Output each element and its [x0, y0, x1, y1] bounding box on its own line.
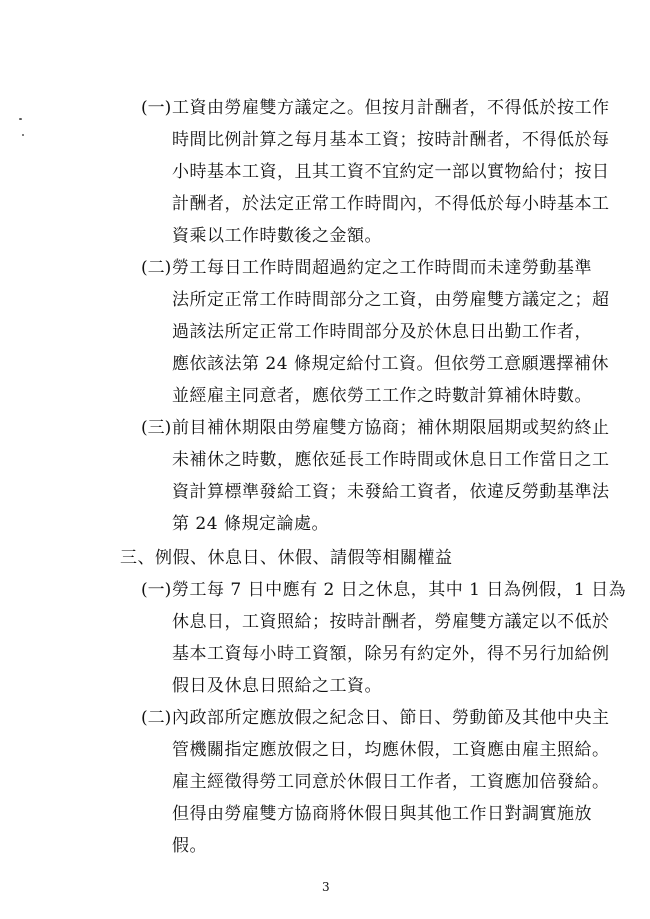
text-line: 假。	[172, 836, 207, 856]
scan-speck	[19, 118, 22, 120]
item-label: (二)	[141, 708, 172, 728]
text-line: 資乘以工作時數後之金額。	[172, 226, 382, 246]
text-line: 勞工每 7 日中應有 2 日之休息，其中 1 日為例假，1 日為	[172, 580, 627, 600]
text-line: 雇主經徵得勞工同意於休假日工作者，工資應加倍發給。	[172, 772, 610, 792]
text-line: 前目補休期限由勞雇雙方協商；補休期限屆期或契約終止	[172, 418, 610, 438]
text-line: 勞工每日工作時間超過約定之工作時間而未達勞動基準	[172, 258, 592, 278]
section-heading: 三、例假、休息日、休假、請假等相關權益	[120, 548, 453, 568]
text-line: 過該法所定正常工作時間部分及於休息日出勤工作者，	[172, 322, 592, 342]
text-line: 法所定正常工作時間部分之工資，由勞雇雙方議定之；超	[172, 290, 610, 310]
text-line: 應依該法第 24 條規定給付工資。但依勞工意願選擇補休	[172, 354, 609, 374]
scan-speck	[22, 134, 24, 136]
item-label: (三)	[141, 418, 172, 438]
text-line: 資計算標準發給工資；未發給工資者，依違反勞動基準法	[172, 482, 610, 502]
text-line: 工資由勞雇雙方議定之。但按月計酬者，不得低於按工作	[172, 98, 610, 118]
item-label: (二)	[141, 258, 172, 278]
text-line: 內政部所定應放假之紀念日、節日、勞動節及其他中央主	[172, 708, 610, 728]
text-line: 但得由勞雇雙方協商將休假日與其他工作日對調實施放	[172, 804, 592, 824]
text-line: 並經雇主同意者，應依勞工工作之時數計算補休時數。	[172, 386, 592, 406]
item-label: (一)	[141, 580, 172, 600]
text-line: 時間比例計算之每月基本工資；按時計酬者，不得低於每	[172, 130, 610, 150]
text-line: 未補休之時數，應依延長工作時間或休息日工作當日之工	[172, 450, 610, 470]
text-line: 計酬者，於法定正常工作時間內，不得低於每小時基本工	[172, 194, 610, 214]
item-label: (一)	[141, 98, 172, 118]
text-line: 假日及休息日照給之工資。	[172, 676, 382, 696]
text-line: 第 24 條規定論處。	[172, 514, 329, 534]
text-line: 基本工資每小時工資額，除另有約定外，得不另行加給例	[172, 644, 610, 664]
page-number: 3	[322, 880, 330, 894]
text-line: 小時基本工資，且其工資不宜約定一部以實物給付；按日	[172, 162, 610, 182]
text-line: 管機關指定應放假之日，均應休假，工資應由雇主照給。	[172, 740, 610, 760]
text-line: 休息日，工資照給；按時計酬者，勞雇雙方議定以不低於	[172, 612, 610, 632]
